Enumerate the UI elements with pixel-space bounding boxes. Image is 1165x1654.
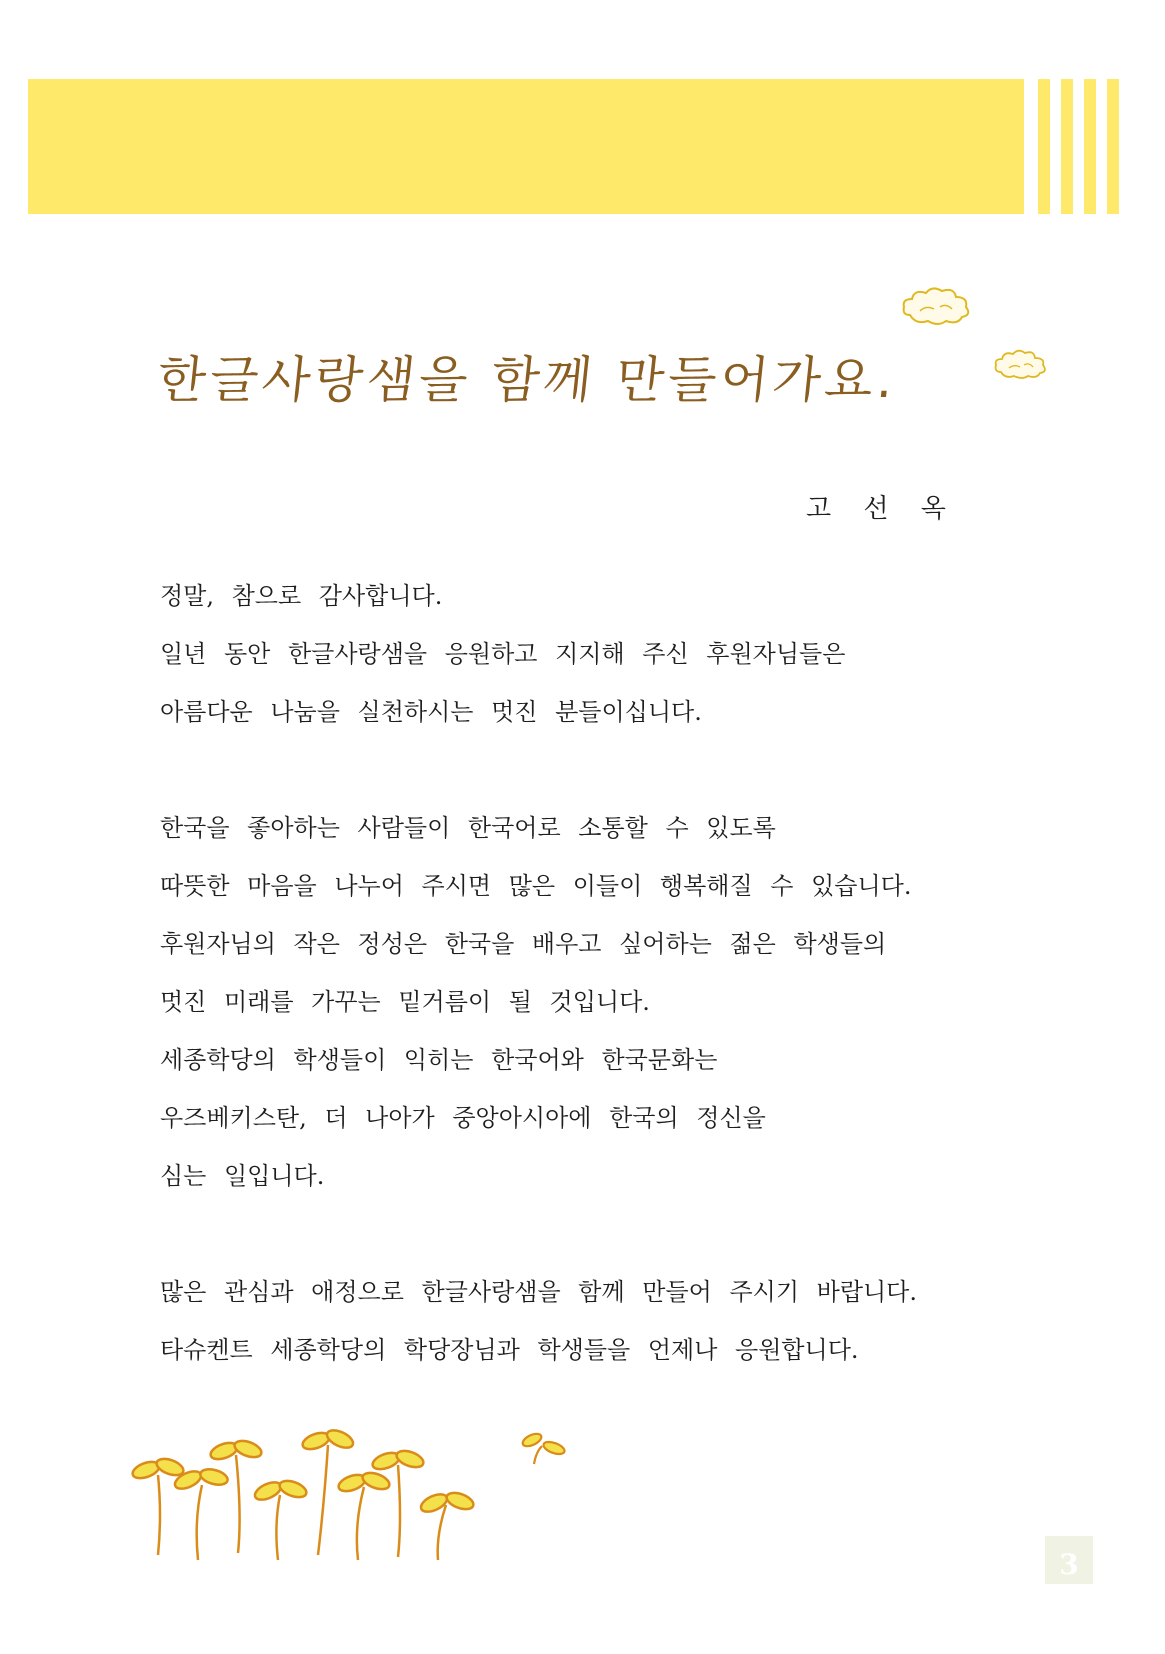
cloud-icon	[993, 348, 1049, 380]
author-name: 고 선 옥	[806, 494, 958, 524]
sprout-icon	[128, 1425, 488, 1565]
cloud-icon	[900, 285, 974, 327]
banner-stripe	[1061, 79, 1073, 214]
body-line: 아름다운 나눔을 실천하시는 멋진 분들이십니다.	[160, 698, 702, 726]
body-line: 일년 동안 한글사랑샘을 응원하고 지지해 주신 후원자님들은	[160, 640, 846, 668]
body-line: 한국을 좋아하는 사람들이 한국어로 소통할 수 있도록	[160, 814, 776, 842]
body-line-blank	[160, 741, 917, 799]
body-line: 많은 관심과 애정으로 한글사랑샘을 함께 만들어 주시기 바랍니다.	[160, 1278, 917, 1306]
sprout-icon	[520, 1428, 570, 1468]
banner-stripe	[1107, 79, 1119, 214]
body-line: 우즈베키스탄, 더 나아가 중앙아시아에 한국의 정신을	[160, 1104, 766, 1132]
page-title: 한글사랑샘을 함께 만들어가요.	[154, 351, 901, 409]
banner-stripe	[1038, 79, 1050, 214]
body-line: 멋진 미래를 가꾸는 밑거름이 될 것입니다.	[160, 988, 650, 1016]
body-line: 후원자님의 작은 정성은 한국을 배우고 싶어하는 젊은 학생들의	[160, 930, 887, 958]
banner-stripe	[1084, 79, 1096, 214]
body-line: 정말, 참으로 감사합니다.	[160, 582, 443, 610]
body-line: 따뜻한 마음을 나누어 주시면 많은 이들이 행복해질 수 있습니다.	[160, 872, 912, 900]
body-line-blank	[160, 1205, 917, 1263]
body-line: 심는 일입니다.	[160, 1162, 325, 1190]
body-line: 타슈켄트 세종학당의 학당장님과 학생들을 언제나 응원합니다.	[160, 1336, 859, 1364]
page-number: 3	[1045, 1536, 1093, 1584]
body-line: 세종학당의 학생들이 익히는 한국어와 한국문화는	[160, 1046, 718, 1074]
letter-body	[160, 567, 917, 1379]
header-banner	[28, 79, 1024, 214]
